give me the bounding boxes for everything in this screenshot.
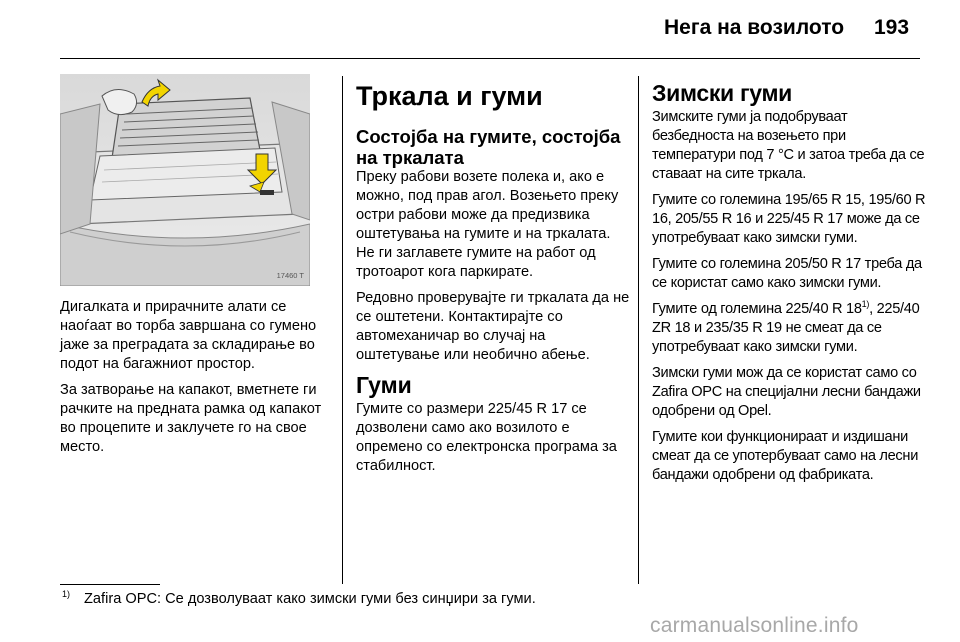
watermark: carmanualsonline.info (650, 614, 859, 637)
column-3 (652, 80, 930, 492)
footnote (62, 590, 536, 610)
opc-winter-tyres: Зимски гуми мож да се користат само со Zafira OPC на специјални лесни бандажи одобрени од Opel. (652, 365, 921, 419)
not-allowed-sizes-part1: Гумите од големина 225/40 R 18 (652, 301, 862, 317)
column-2 (356, 80, 632, 483)
not-allowed-sizes (652, 300, 930, 357)
footnote-mark: 1) (62, 589, 71, 599)
subheading-tyre-condition: Состојба на гумите, состојба на тркалата (356, 126, 621, 168)
wheel-check-text: Редовно проверувајте ги тркалата да не се оштетени. Контактирајте со автомеханичар во случај на оштетување или необично абење. (356, 290, 630, 363)
cargo-floor-drawing (60, 74, 310, 286)
jack-location-text: Дигалката и прирачните алати се наоѓаат во торба завршана со гумено јаже за преградата за складирање во подот на багажниот простор. (60, 299, 317, 372)
tyre-size-text: Гумите со размери 225/45 R 17 се дозволени само ако возилото е опремено со електронска програма за стабилност. (356, 401, 617, 474)
page-number: 193 (874, 16, 910, 39)
section-heading-wheels-tyres: Тркала и гуми (356, 81, 543, 111)
winter-tyre-sizes: Гумите со големина 195/65 R 15, 195/60 R 16, 205/55 R 16 и 225/45 R 17 може да се употребуваат како зимски гуми. (652, 192, 926, 246)
footnote-reference[interactable]: 1) (861, 299, 870, 310)
column-divider-2 (638, 76, 639, 584)
header-title: Нега на возилото (664, 16, 845, 39)
figure-code: 17460 T (276, 271, 304, 280)
tyre-condition-text: Преку рабови возете полека и, ако е можно, под прав агол. Возењето преку остри рабови може да предизвика оштетувања на гумите и на тркалата. Не ги заглавете гумите на работ од тротоарот кога паркирате. (356, 169, 619, 280)
not-allowed-sizes-part2: , 225/40 ZR 18 и 235/35 R 19 не смеат да се употребуваат како зимски гуми. (652, 301, 920, 355)
runflat-tyres-text: Гумите кои функционираат и издишани смеат да се употербуваат само на лесни бандажи одобрени од фабриката. (652, 429, 919, 483)
winter-only-size: Гумите со големина 205/50 R 17 треба да се користат само како зимски гуми. (652, 256, 922, 291)
header-rule (60, 58, 920, 59)
heading-tyres: Гуми (356, 372, 412, 398)
closing-cover-text: За затворање на капакот, вметнете ги рачките на предната рамка од капакот во процепите и заклучете го на своe место. (60, 382, 322, 455)
footnote-text: Zafira OPC: Се дозволуваат како зимски гуми без синџири за гуми. (84, 591, 536, 607)
winter-tyres-intro: Зимските гуми ја подобруваат безбедноста на возењето при температури под 7 °C и затоа треба да се ставаат на сите тркала. (652, 109, 925, 182)
footnote-rule (60, 584, 160, 585)
heading-winter-tyres: Зимски гуми (652, 80, 793, 106)
column-divider-1 (342, 76, 343, 584)
column-1 (60, 298, 332, 464)
cargo-floor-illustration (60, 74, 310, 286)
